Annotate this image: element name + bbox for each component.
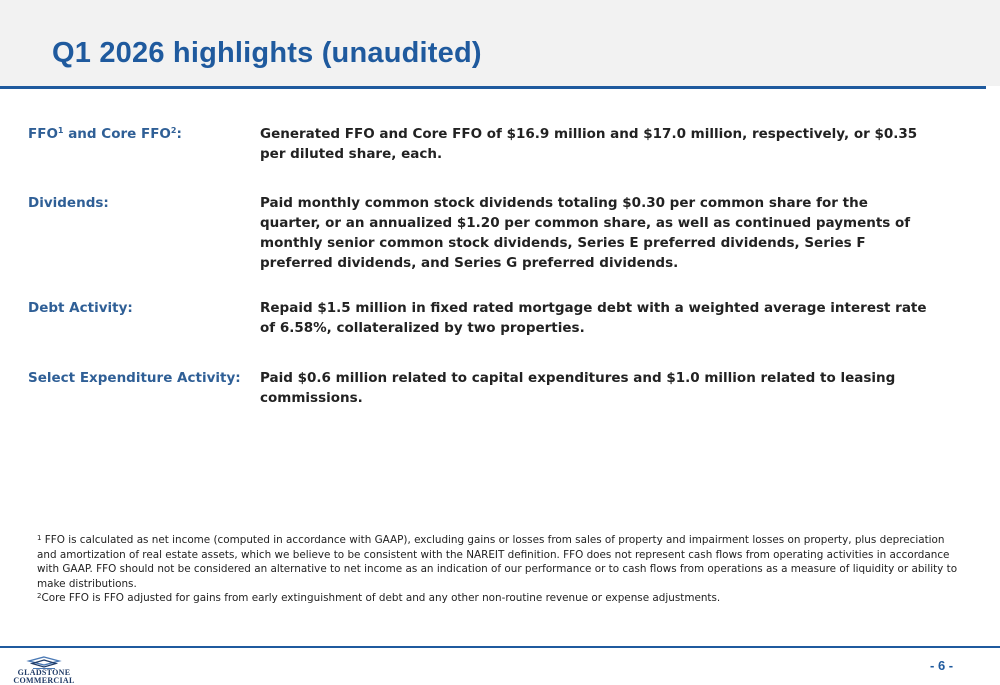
footnote-1-text: FFO is calculated as net income (computed in accordance with GAAP), excluding gains or losses from sales of property and impairment losses on property, plus depreciation and amortization of real estate assets, which we believe to be consistent with the NAREIT definition. FFO does not represent cash flows from operating activities in accordance with GAAP. FFO should not be considered an alternative to net income as an indication of our performance or to cash flows from operations as a measure of liquidity or ability to make distributions. (37, 534, 958, 590)
label-ffo-text: FFO (28, 126, 58, 142)
footnote-2-mark: 2 (37, 592, 42, 600)
row-label-expenditure: Select Expenditure Activity: (28, 370, 241, 386)
footnote-2-text: Core FFO is FFO adjusted for gains from early extinguishment of debt and any other non-routine revenue or expense adjustments. (41, 592, 721, 604)
company-logo (9, 656, 79, 684)
page-number: - 6 - (930, 658, 954, 673)
row-text-ffo: Generated FFO and Core FFO of $16.9 million and $17.0 million, respectively, or $0.35 per diluted share, each. (260, 126, 918, 162)
row-label-ffo (28, 124, 253, 144)
header-divider (0, 86, 986, 89)
row-text-debt: Repaid $1.5 million in fixed rated mortgage debt with a weighted average interest rate of 6.58%, collateralized by two properties. (260, 300, 927, 336)
logo-text-line2: COMMERCIAL (13, 676, 75, 685)
footnote-2 (37, 591, 959, 606)
row-text-expenditure: Paid $0.6 million related to capital expenditures and $1.0 million related to leasing commissions. (260, 370, 896, 406)
footnote-ref-2: 2 (170, 126, 177, 135)
footer-divider (0, 646, 1000, 648)
footnote-1-mark: 1 (37, 534, 42, 542)
footnotes (37, 533, 959, 606)
row-label-dividends: Dividends: (28, 195, 109, 211)
label-core-ffo-text: and Core FFO (63, 126, 171, 142)
page-title: Q1 2026 highlights (unaudited) (52, 37, 482, 69)
footnote-ref-1: 1 (57, 126, 64, 135)
label-colon: : (176, 126, 182, 142)
row-text-dividends: Paid monthly common stock dividends totaling $0.30 per common share for the quarter, or an annualized $1.20 per common share, as well as continued payments of monthly senior common stock dividends, Series E preferred dividends, Series F preferred dividends, and Series G preferred dividends. (260, 195, 911, 271)
footnote-1 (37, 533, 959, 591)
row-label-debt: Debt Activity: (28, 300, 133, 316)
logo-text-line1: GLADSTONE (17, 668, 71, 677)
title-bar (0, 0, 1000, 86)
